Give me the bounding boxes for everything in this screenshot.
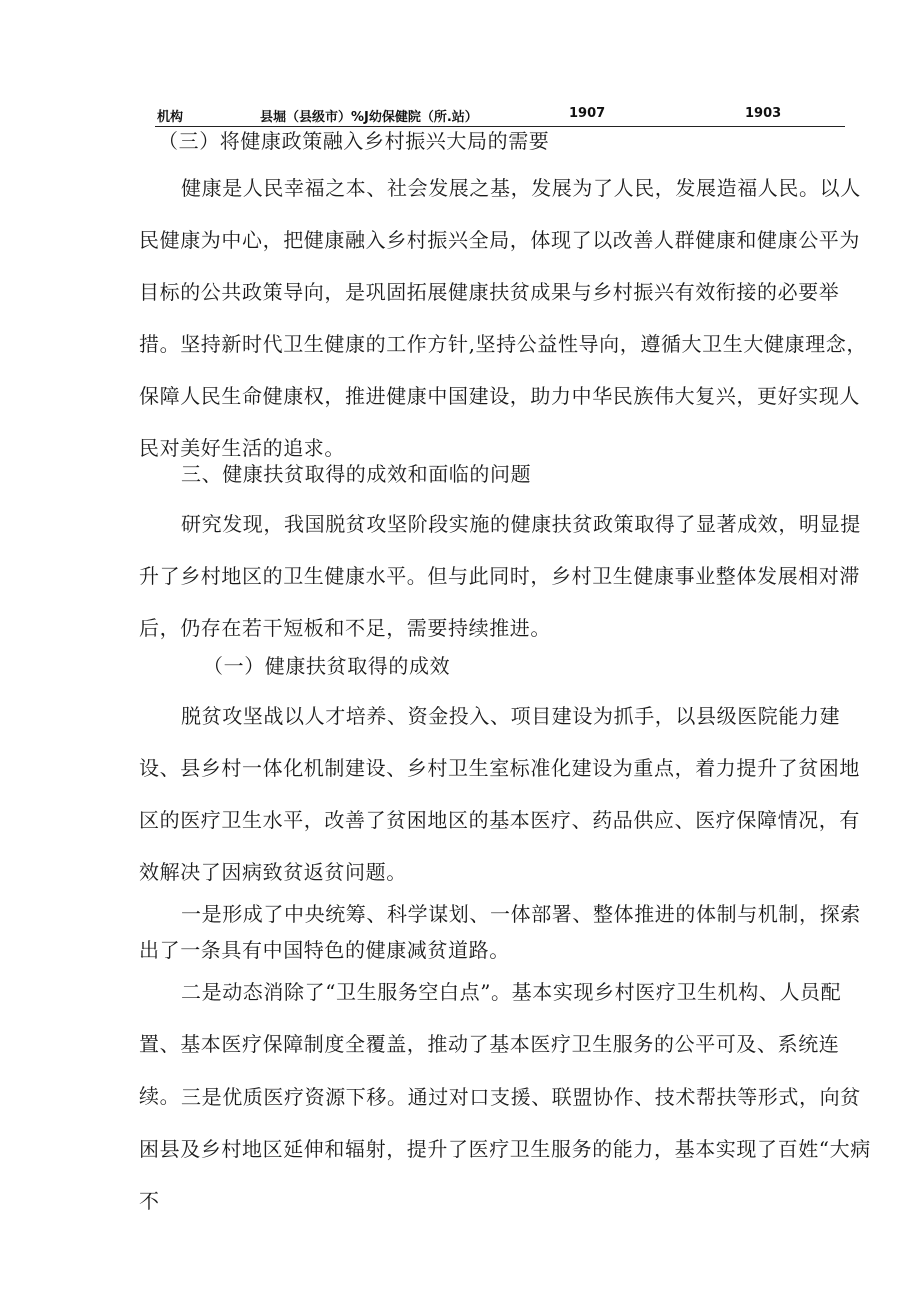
point-one: 一是形成了中央统筹、科学谋划、一体部署、整体推进的体制与机制，探索出了一条具有中国特色的健康减贫道路。: [139, 902, 861, 962]
table-cell: 机构: [157, 110, 184, 125]
table-cell: 1907: [569, 106, 606, 121]
table-cell: 1903: [745, 106, 782, 121]
table-fragment-row: [155, 104, 845, 127]
chapter-heading: 三、健康扶贫取得的成效和面临的问题: [181, 462, 532, 486]
section-heading-3: （三）将健康政策融入乡村振兴大局的需要: [158, 129, 550, 153]
subheading-achievements: （一）健康扶贫取得的成效: [203, 654, 451, 678]
table-cell: 县堀（县级市）%J幼保健院（所.站）: [260, 110, 478, 125]
point-two: 二是动态消除了“卫生服务空白点”。基本实现乡村医疗卫生机构、人员配置、基本医疗保障制度全覆盖，推动了基本医疗卫生服务的公平可及、系统连续。: [139, 980, 842, 1108]
paragraph-health: 健康是人民幸福之本、社会发展之基，发展为了人民，发展造福人民。以人民健康为中心，把健康融入乡村振兴全局，体现了以改善人群健康和健康公平为目标的公共政策导向，是巩固拓展健康扶贫成果与乡村振兴有效衔接的必要举措。坚持新时代卫生健康的工作方针,坚持公益性导向，遵循大卫生大健康理念，保障人民生命健康权，推进健康中国建设，助力中华民族伟大复兴，更好实现人民对美好生活的追求。: [139, 176, 867, 460]
point-three: 三是优质医疗资源下移。通过对口支援、联盟协作、技术帮扶等形式，向贫困县及乡村地区延伸和辐射，提升了医疗卫生服务的能力，基本实现了百姓“大病不: [139, 1085, 871, 1213]
paragraph-research: 研究发现，我国脱贫攻坚阶段实施的健康扶贫政策取得了显著成效，明显提升了乡村地区的卫生健康水平。但与此同时，乡村卫生健康事业整体发展相对滞后，仍存在若干短板和不足，需要持续推进。: [139, 512, 861, 640]
paragraph-poverty: 脱贫攻坚战以人才培养、资金投入、项目建设为抓手，以县级医院能力建设、县乡村一体化机制建设、乡村卫生室标准化建设为重点，着力提升了贫困地区的医疗卫生水平，改善了贫困地区的基本医疗、药品供应、医疗保障情况，有效解决了因病致贫返贫问题。: [139, 704, 860, 884]
